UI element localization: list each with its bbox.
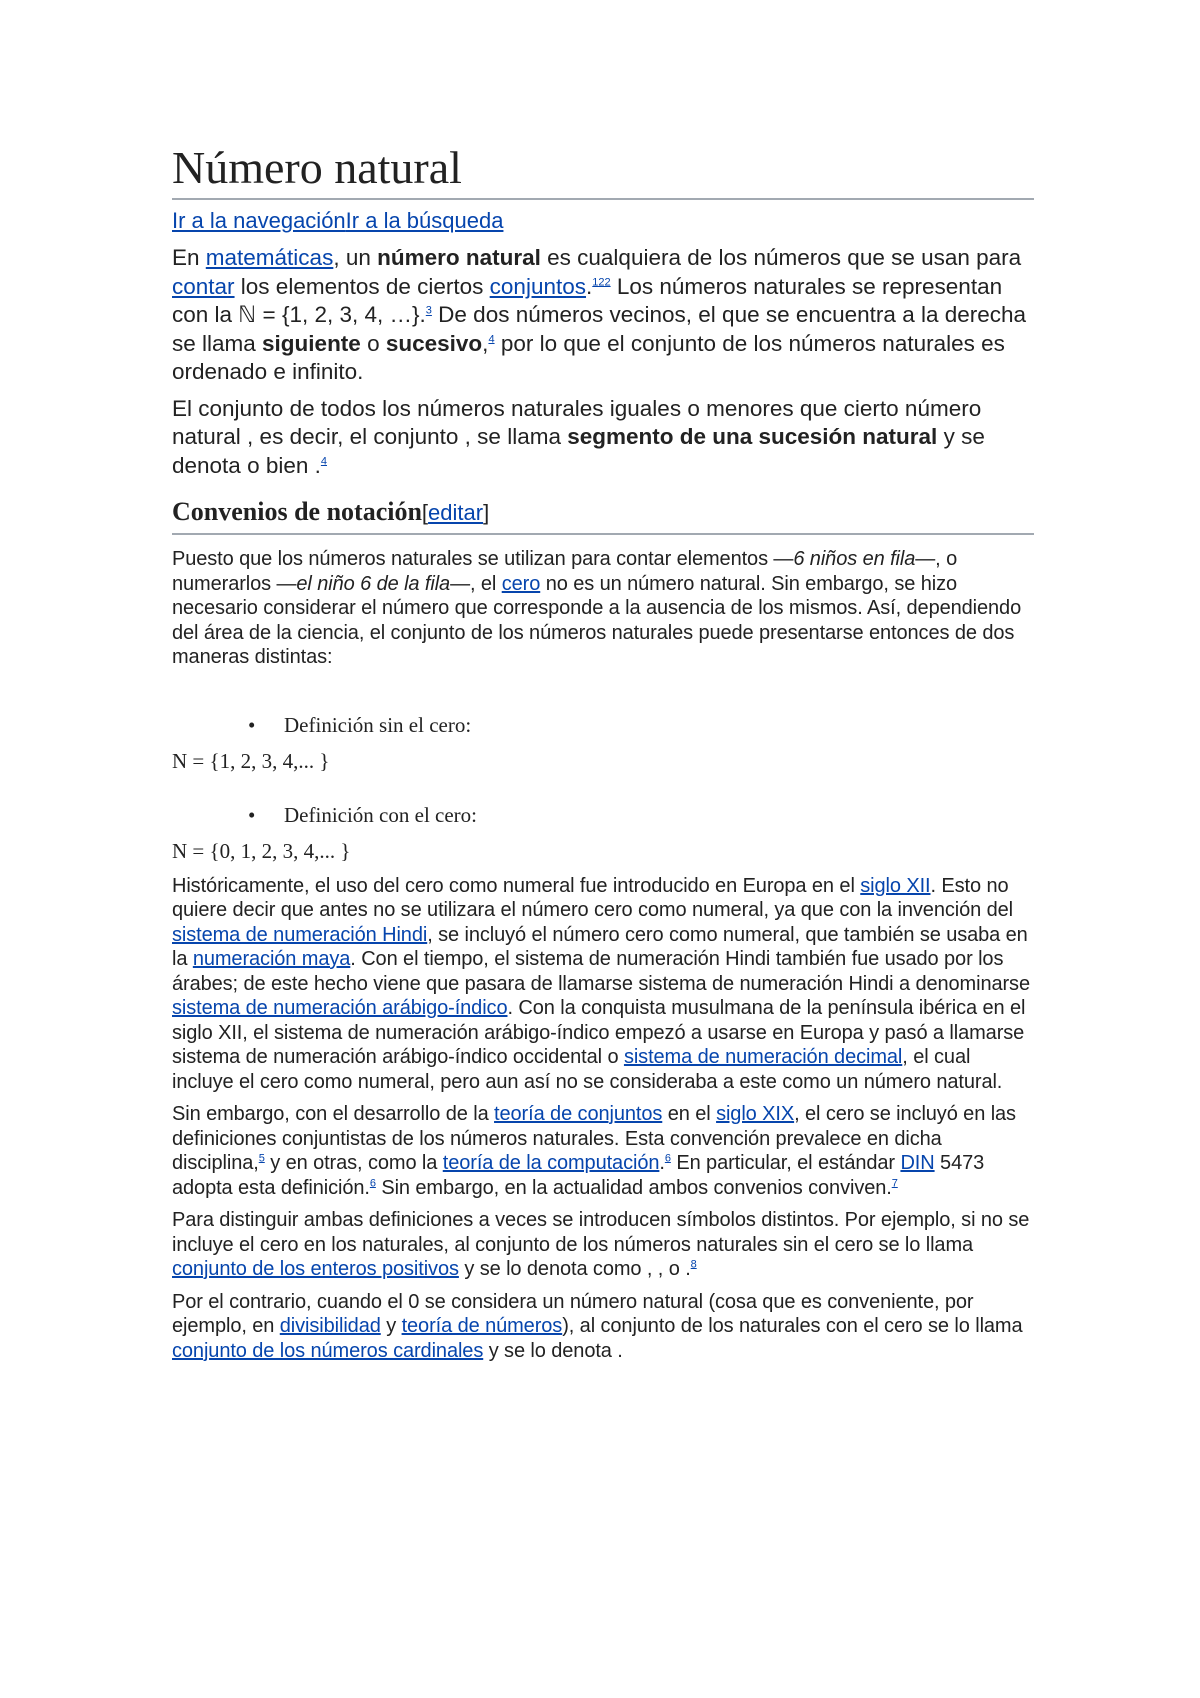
bracket: ]: [483, 500, 490, 525]
link-cero[interactable]: cero: [501, 572, 541, 595]
text: .: [659, 1152, 665, 1174]
text: es cualquiera de los números que se usan para: [540, 245, 1022, 270]
jump-to-search-link[interactable]: Ir a la búsqueda: [345, 208, 504, 233]
text: Por el contrario, cuando el 0 se considera un número natural (cosa que es conveniente, por ejemplo, en: [172, 1290, 974, 1337]
text: , se incluyó el número cero como numeral, que también se usaba en la: [172, 923, 1028, 970]
text: Para distinguir ambas definiciones a veces se introducen símbolos distintos. Por ejemplo, si no se incluye el cero en los naturales, al conjunto de los números naturales sin el cero se lo llama: [172, 1209, 1030, 1256]
text: o: [360, 330, 386, 356]
link-teoria-conjuntos[interactable]: teoría de conjuntos: [494, 1103, 663, 1125]
text: Los números naturales se representan con la ℕ = {1, 2, 3, 4, …}.: [172, 273, 1003, 327]
text: —, o numerarlos —: [172, 548, 958, 595]
text: en el: [662, 1103, 717, 1125]
text: y se lo denota como , , o .: [458, 1258, 691, 1280]
text: y se lo denota .: [483, 1339, 623, 1362]
text: —, el: [450, 572, 502, 595]
ref-8[interactable]: 8: [690, 1258, 697, 1271]
link-conjuntos[interactable]: conjuntos: [489, 273, 586, 299]
link-maya[interactable]: numeración maya: [192, 948, 351, 970]
definition-label: Definición con el cero:: [284, 802, 477, 827]
link-din[interactable]: DIN: [900, 1152, 935, 1174]
lead-section: [172, 244, 1034, 480]
italic-text: el niño 6 de la fila: [296, 572, 451, 595]
bullet-icon: •: [248, 802, 256, 827]
text: 5473 adopta esta definición.: [172, 1152, 985, 1199]
distinguir-paragraph: [172, 1208, 1034, 1282]
link-divisibilidad[interactable]: divisibilidad: [279, 1315, 381, 1337]
link-contar[interactable]: contar: [172, 273, 235, 299]
text: los elementos de ciertos: [234, 273, 490, 299]
ref-4[interactable]: 4: [488, 333, 495, 345]
bold-sucesivo: sucesivo: [385, 330, 483, 356]
edit-section: [422, 500, 489, 525]
section-heading-text: Convenios de notación: [172, 497, 422, 526]
text: , el cero se incluyó en las definiciones conjuntistas de los números naturales. Esta convención prevalece en dicha disciplina,: [172, 1103, 1016, 1174]
ref-7[interactable]: 7: [891, 1176, 898, 1189]
text: El conjunto de todos los números naturales iguales o menores que cierto número natural , es decir, el conjunto , se llama: [172, 395, 982, 449]
ref-3[interactable]: 3: [425, 304, 432, 317]
section-heading: [172, 494, 1034, 535]
edit-section-link[interactable]: editar: [428, 500, 484, 525]
link-matematicas[interactable]: matemáticas: [205, 245, 334, 270]
list-item: [248, 712, 1034, 738]
list-item: [248, 802, 1034, 828]
link-teoria-numeros[interactable]: teoría de números: [401, 1315, 563, 1337]
text: y en otras, como la: [264, 1152, 443, 1174]
text: En: [172, 245, 206, 270]
intro-paragraph: [172, 547, 1034, 670]
history-paragraph: [172, 874, 1034, 1095]
text: . Con la conquista musulmana de la península ibérica en el siglo XII, el sistema de numeración arábigo-índico empezó a usarse en Europa y pasó a llamarse sistema de numeración arábigo-índico occidental o: [172, 997, 1026, 1068]
text: En particular, el estándar: [670, 1152, 901, 1174]
ref-4[interactable]: 4: [320, 455, 328, 467]
text: no es un número natural. Sin embargo, se hizo necesario considerar el número que corresponde a la ausencia de los mismos. Así, dependiendo del área de la ciencia, el conjunto de los números naturales puede presentarse entonces de dos maneras distintas:: [172, 572, 1022, 668]
contrario-paragraph: [172, 1290, 1034, 1364]
jump-links: [172, 206, 1034, 236]
set-con-cero: N = {0, 1, 2, 3, 4,... }: [172, 838, 351, 863]
link-numeros-cardinales[interactable]: conjunto de los números cardinales: [172, 1339, 484, 1362]
text: .: [586, 273, 593, 299]
link-enteros-positivos[interactable]: conjunto de los enteros positivos: [172, 1258, 459, 1280]
text: De dos números vecinos, el que se encuentra a la derecha se llama: [172, 302, 1027, 356]
ref-5[interactable]: 5: [258, 1152, 265, 1165]
text: . Esto no quiere decir que antes no se utilizara el número cero como numeral, ya que con la invención del: [172, 874, 1013, 921]
link-decimal[interactable]: sistema de numeración decimal: [623, 1046, 903, 1068]
bold-segmento: segmento de una sucesión natural: [567, 424, 938, 449]
ref-122[interactable]: 1​2​2: [592, 276, 611, 288]
text: . Con el tiempo, el sistema de numeración Hindi también fue usado por los árabes; de este hecho viene que pasara de llamarse sistema de numeración Hindi a denominarse: [172, 948, 1030, 995]
jump-to-navigation-link[interactable]: Ir a la navegación: [172, 208, 346, 233]
link-hindi[interactable]: sistema de numeración Hindi: [172, 923, 428, 946]
text: Sin embargo, con el desarrollo de la: [172, 1103, 495, 1125]
text: y se denota o bien .: [172, 424, 985, 478]
text: Puesto que los números naturales se utilizan para contar elementos —: [172, 548, 794, 570]
link-siglo-xix[interactable]: siglo XIX: [716, 1103, 795, 1125]
link-arabigo[interactable]: sistema de numeración arábigo-índico: [172, 997, 508, 1019]
text: , el cual incluye el cero como numeral, pero aun así no se consideraba a este como un número natural.: [172, 1046, 1003, 1093]
text: ), al conjunto de los naturales con el cero se lo llama: [562, 1315, 1023, 1337]
text: por lo que el conjunto de los números naturales es ordenado e infinito.: [172, 330, 1005, 384]
bold-numero-natural: número natural: [377, 245, 541, 270]
lead-paragraph-1: [172, 244, 1034, 387]
section-body: [172, 547, 1034, 1363]
article: [172, 140, 1034, 1371]
sin-embargo-paragraph: [172, 1102, 1034, 1200]
lead-paragraph-2: [172, 395, 1034, 481]
text: ,: [482, 330, 489, 356]
text: Históricamente, el uso del cero como numeral fue introducido en Europa en el: [172, 874, 861, 897]
definition-list-con-cero: [172, 802, 1034, 828]
text: , un: [333, 245, 378, 270]
set-sin-cero: N = {1, 2, 3, 4,... }: [172, 748, 330, 773]
ref-6[interactable]: 6: [369, 1176, 376, 1189]
text: y: [380, 1315, 402, 1337]
ref-6[interactable]: 6: [664, 1152, 671, 1165]
link-computacion[interactable]: teoría de la computación: [442, 1152, 660, 1174]
bold-siguiente: siguiente: [262, 330, 361, 356]
text: Sin embargo, en la actualidad ambos convenios conviven.: [375, 1176, 892, 1199]
page-title: Número natural: [172, 140, 1034, 200]
link-siglo-xii[interactable]: siglo XII: [860, 874, 931, 897]
definition-label: Definición sin el cero:: [284, 712, 472, 737]
bullet-icon: •: [248, 712, 256, 737]
italic-text: 6 niños en fila: [793, 548, 916, 570]
bracket: [: [421, 500, 429, 525]
definition-list-sin-cero: [172, 712, 1034, 738]
